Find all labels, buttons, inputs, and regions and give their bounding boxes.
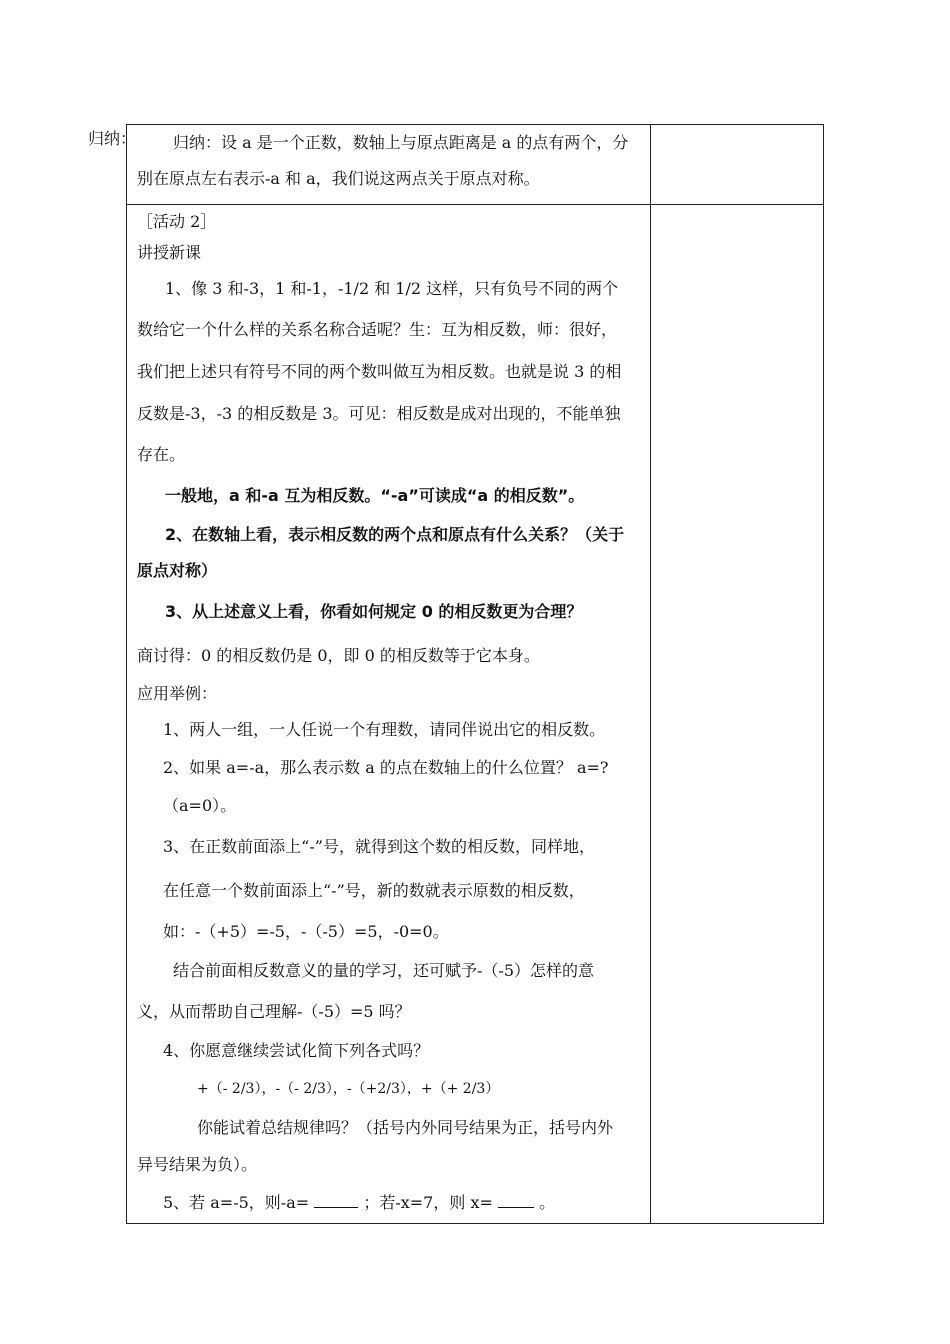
activity-notes-cell xyxy=(651,205,824,1224)
example-3-line-4: 结合前面相反数意义的量的学习，还可赋予-（-5）怎样的意 xyxy=(173,961,594,980)
paragraph-3-line-1: 2、在数轴上看，表示相反数的两个点和原点有什么关系？（关于 xyxy=(165,525,625,544)
activity-title: ［活动 2］ xyxy=(137,212,217,231)
paragraph-1-line-2: 数给它一个什么样的关系名称合适呢？生：互为相反数，师：很好， xyxy=(137,320,618,339)
summary-cell xyxy=(127,125,651,205)
paragraph-1-line-3: 我们把上述只有符号不同的两个数叫做互为相反数。也就是说 3 的相 xyxy=(137,362,622,381)
activity-row xyxy=(127,205,824,1224)
example-4-line-2: 你能试着总结规律吗？（括号内外同号结果为正，括号内外 xyxy=(197,1118,614,1137)
example-4: 4、你愿意继续尝试化简下列各式吗？ xyxy=(163,1041,430,1060)
example-4-line-3: 异号结果为负）。 xyxy=(137,1155,258,1174)
example-4-formula: +（- 2/3），-（- 2/3），-（+2/3），+（+ 2/3） xyxy=(197,1081,500,1097)
side-label: 归纳： xyxy=(88,129,137,148)
example-5-part-a: 5、若 a=-5，则-a= xyxy=(163,1193,310,1212)
example-3-line-5: 义，从而帮助自己理解-（-5）=5 吗？ xyxy=(137,1002,411,1021)
summary-line-2: 别在原点左右表示-a 和 a，我们说这两点关于原点对称。 xyxy=(137,169,540,188)
activity-cell xyxy=(127,205,651,1224)
example-5 xyxy=(137,1183,642,1223)
paragraph-3-line-2: 原点对称） xyxy=(137,561,218,580)
paragraph-1-line-5: 存在。 xyxy=(137,445,186,464)
paragraph-1-line-1: 1、像 3 和-3，1 和-1，-1/2 和 1/2 这样，只有负号不同的两个 xyxy=(165,279,619,298)
summary-notes-cell xyxy=(651,125,824,205)
lesson-table xyxy=(126,124,824,1224)
answer-blank-2[interactable] xyxy=(498,1191,534,1208)
paragraph-1-line-4: 反数是-3，-3 的相反数是 3。可见：相反数是成对出现的，不能单独 xyxy=(137,404,621,423)
paragraph-5: 商讨得：0 的相反数仍是 0，即 0 的相反数等于它本身。 xyxy=(137,646,540,665)
example-5-part-b: ；若-x=7，则 x= xyxy=(363,1193,493,1212)
example-2-line-1: 2、如果 a=-a，那么表示数 a 的点在数轴上的什么位置？ a=? xyxy=(163,758,609,777)
paragraph-6: 应用举例： xyxy=(137,684,218,703)
example-1: 1、两人一组，一人任说一个有理数，请同伴说出它的相反数。 xyxy=(163,720,606,739)
paragraph-definition: 一般地，a 和-a 互为相反数。“-a”可读成“a 的相反数”。 xyxy=(165,486,585,505)
summary-row xyxy=(127,125,824,205)
answer-blank-1[interactable] xyxy=(314,1191,358,1208)
example-3-line-3: 如：-（+5）=-5，-（-5）=5，-0=0。 xyxy=(163,922,449,941)
activity-subtitle: 讲授新课 xyxy=(137,243,202,262)
example-3-line-2: 在任意一个数前面添上“-”号，新的数就表示原数的相反数， xyxy=(163,881,585,900)
example-5-part-c: 。 xyxy=(539,1193,556,1212)
paragraph-4: 3、从上述意义上看，你看如何规定 0 的相反数更为合理？ xyxy=(165,602,583,621)
example-3-line-1: 3、在正数前面添上“-”号，就得到这个数的相反数，同样地， xyxy=(163,837,595,856)
summary-line-1: 归纳：设 a 是一个正数，数轴上与原点距离是 a 的点有两个，分 xyxy=(173,133,629,152)
example-2-line-2: （a=0）。 xyxy=(163,796,237,815)
